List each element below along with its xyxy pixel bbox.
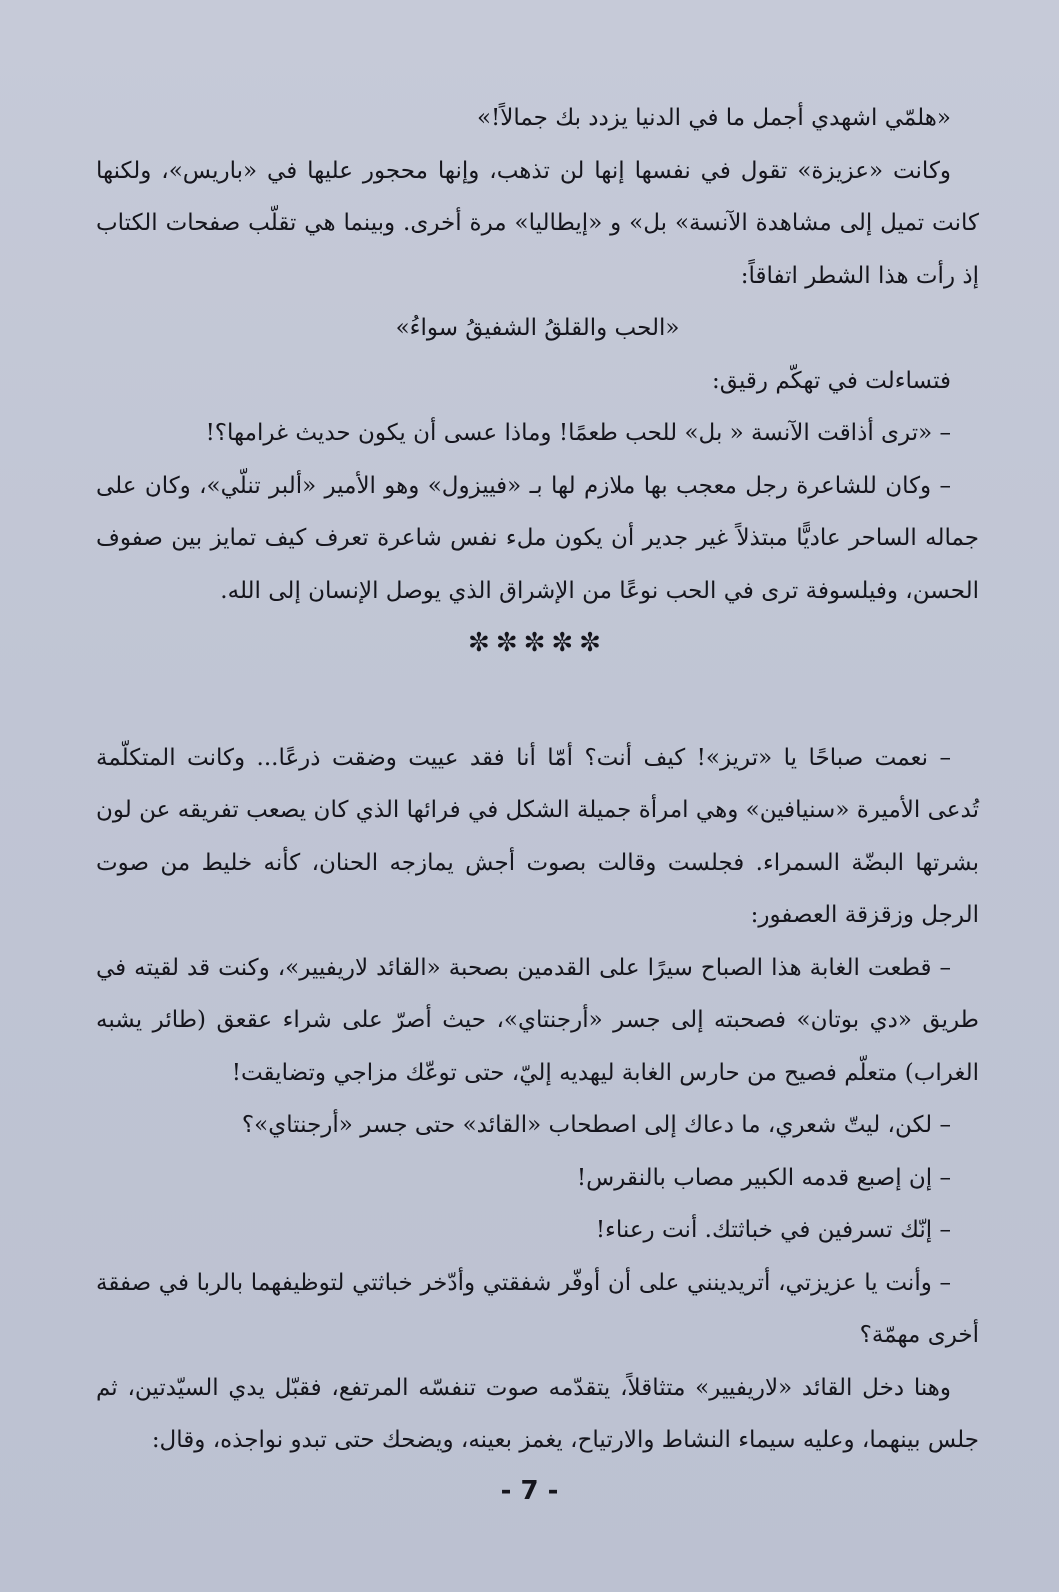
section-divider: ✼✼✼✼✼	[468, 628, 607, 658]
paragraph-9: – قطعت الغابة هذا الصباح سيرًا على القدمين بصحبة «القائد لاريفيير»، وكنت قد لقيته في طريق «دي بوتان» فصحبته إلى جسر «أرجنتاي»، حيث أصرّ على شراء عقعق (طائر يشبه الغراب) متعلّم فصيح من حارس الغابة ليهديه إليّ، حتى توعّك مزاجي وتضايقت!	[96, 954, 979, 1086]
paragraph-11: – إن إصبع قدمه الكبير مصاب بالنقرس!	[576, 1164, 951, 1191]
verse-line: «الحب والقلقُ الشفيقُ سواءُ»	[395, 315, 680, 341]
paragraph-4: فتساءلت في تهكّم رقيق:	[712, 367, 951, 394]
paragraph-13: – وأنت يا عزيزتي، أتريدينني على أن أوفّر شفقتي وأدّخر خباثتي لتوظيفهما بالربا في صفقة أخرى مهمّة؟	[96, 1269, 979, 1348]
page-number: - 7 -	[500, 1476, 559, 1506]
paragraph-2: وكانت «عزيزة» تقول في نفسها إنها لن تذهب، وإنها محجور عليها في «باريس»، ولكنها كانت تميل إلى مشاهدة الآنسة» بل» و «إيطاليا» مرة أخرى. وبينما هي تقلّب صفحات الكتاب إذ رأت هذا الشطر اتفاقاً:	[96, 157, 979, 289]
paragraph-6: – وكان للشاعرة رجل معجب بها ملازم لها بـ «فييزول» وهو الأمير «ألبر تنلّي»، وكان على جماله الساحر عاديًّا مبتذلاً غير جدير أن يكون ملء نفس شاعرة تعرف كيف تمايز بين صفوف الحسن، وفيلسوفة ترى في الحب نوعًا من الإشراق الذي يوصل الإنسان إلى الله.	[96, 472, 979, 604]
paragraph-8: – نعمت صباحًا يا «تريز»! كيف أنت؟ أمّا أنا فقد عييت وضقت ذرعًا... وكانت المتكلّمة تُدعى الأميرة «سنيافين» وهي امرأة جميلة الشكل في فرائها الذي كان يصعب تفريقه عن لون بشرتها البضّة السمراء. فجلست وقالت بصوت أجش يمازجه الحنان، كأنه خليط من صوت الرجل وزقزقة العصفور:	[96, 744, 979, 928]
page-text	[96, 92, 979, 1467]
paragraph-14: وهنا دخل القائد «لاريفيير» متثاقلاً، يتقدّمه صوت تنفسّه المرتفع، فقبّل يدي السيّدتين، ثم جلس بينهما، وعليه سيماء النشاط والارتياح، يغمز بعينه، ويضحك حتى تبدو نواجذه، وقال:	[96, 1374, 979, 1453]
paragraph-12: – إنّك تسرفين في خباثتك. أنت رعناء!	[595, 1217, 951, 1243]
paragraph-1: «هلمّي اشهدي أجمل ما في الدنيا يزدد بك جمالاً!»	[476, 105, 951, 131]
paragraph-5: – «ترى أذاقت الآنسة « بل» للحب طعمًا! وماذا عسى أن يكون حديث غرامها؟!	[205, 420, 951, 446]
paragraph-10: – لكن، ليتّ شعري، ما دعاك إلى اصطحاب «القائد» حتى جسر «أرجنتاي»؟	[241, 1112, 951, 1138]
